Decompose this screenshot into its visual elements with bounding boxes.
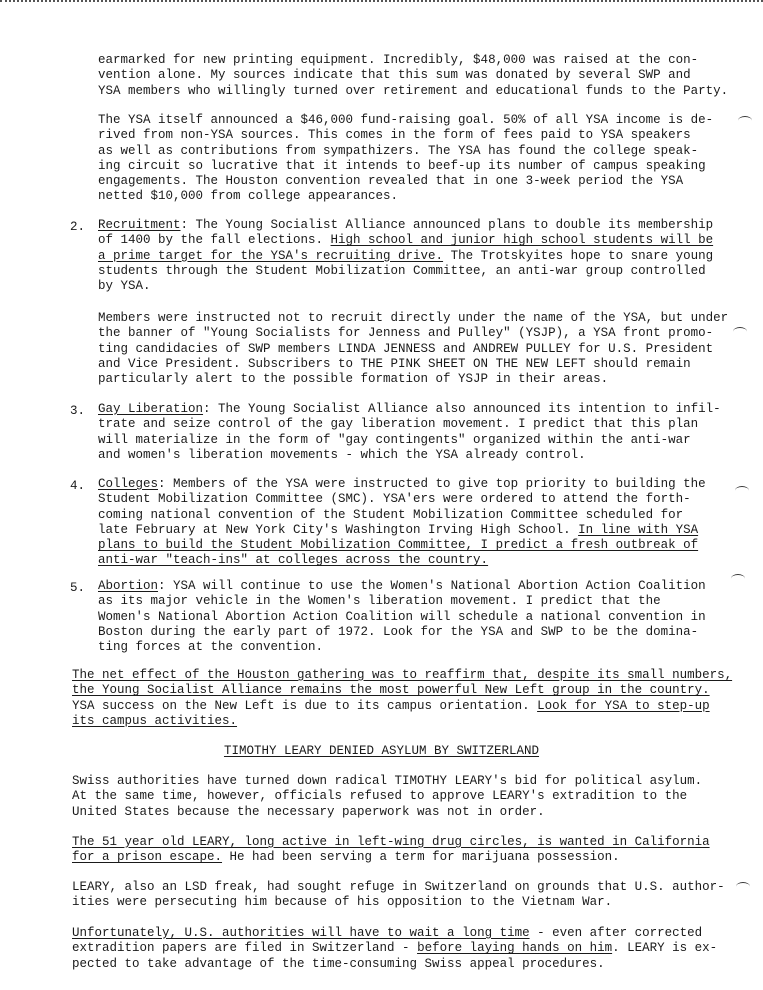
item-title: Gay Liberation: [98, 402, 204, 416]
text-line: Colleges: Members of the YSA were instructed to give top priority to building the: [98, 477, 706, 491]
item-number: 3.: [70, 404, 86, 418]
text-line: as well as contributions from sympathizers. The YSA has found the college speak-: [98, 143, 699, 158]
text-line: ing circuit so lucrative that it intends to beef-up its number of campus speaking: [98, 158, 706, 173]
text-line: [72, 683, 732, 698]
text-line: At the same time, however, officials refused to approve LEARY's extradition to the: [72, 789, 688, 804]
underlined-text: plans to build the Student Mobilization Committee, I predict a fresh outbreak of: [98, 538, 699, 553]
item-title: Colleges: [98, 477, 159, 491]
margin-mark: [738, 116, 752, 125]
text-line: YSA members who willingly turned over retirement and educational funds to the Party.: [98, 83, 729, 98]
text-line: a prime target for the YSA's recruiting drive. The Trotskyites hope to snare young: [98, 248, 714, 263]
text-line: Recruitment: The Young Socialist Alliance announced plans to double its membership: [98, 218, 714, 232]
underlined-text: anti-war "teach-ins" at colleges across the country.: [98, 553, 489, 568]
text-line: Unfortunately, U.S. authorities will have to wait a long time - even after corrected: [72, 926, 703, 940]
text-line: will materialize in the form of "gay contingents" organized within the anti-war: [98, 432, 691, 447]
text-line: [98, 553, 706, 568]
text-line: Swiss authorities have turned down radical TIMOTHY LEARY's bid for political asylum.: [72, 774, 703, 788]
item-colleges: [98, 477, 706, 569]
text-line: pected to take advantage of the time-consuming Swiss appeal procedures.: [72, 956, 605, 971]
text-line: [72, 714, 732, 729]
section-heading: [0, 744, 763, 759]
text-line: ting forces at the convention.: [98, 640, 324, 655]
text-line: for a prison escape. He had been serving a term for marijuana possession.: [72, 850, 620, 865]
text-line: rived from non-YSA sources. This comes in the form of fees paid to YSA speakers: [98, 128, 691, 143]
underlined-text: In line with YSA: [578, 522, 699, 537]
paragraph-leary-lsd: [72, 880, 725, 911]
item-gay-liberation: [98, 402, 721, 463]
underlined-text: The net effect of the Houston gathering was to reaffirm that, despite its small numbers,: [72, 668, 733, 682]
text-line: Abortion: YSA will continue to use the Women's National Abortion Action Coalition: [98, 579, 706, 593]
item-number: 5.: [70, 581, 86, 595]
text-line: LEARY, also an LSD freak, had sought refuge in Switzerland on grounds that U.S. author-: [72, 880, 725, 894]
text-line: Gay Liberation: The Young Socialist Alliance also announced its intention to infil-: [98, 402, 721, 416]
margin-mark: [736, 882, 750, 891]
text-line: The YSA itself announced a $46,000 fund-raising goal. 50% of all YSA income is de-: [98, 113, 714, 127]
underlined-text: Look for YSA to step-up: [537, 698, 710, 713]
text-line: [98, 538, 706, 553]
item-abortion: [98, 579, 706, 655]
text-line: engagements. The Houston convention revealed that in one 3-week period the YSA: [98, 174, 684, 189]
underlined-text: for a prison escape.: [72, 850, 223, 865]
text-line: extradition papers are filed in Switzerland - before laying hands on him. LEARY is ex-: [72, 941, 718, 956]
paragraph-members: [98, 311, 728, 387]
text-line: trate and seize control of the gay liberation movement. I predict that this plan: [98, 417, 699, 432]
text-line: netted $10,000 from college appearances.: [98, 189, 399, 204]
margin-mark: [733, 327, 747, 336]
paragraph-funding-2: [98, 113, 713, 205]
item-number: 4.: [70, 479, 86, 493]
underlined-text: its campus activities.: [72, 713, 238, 728]
text-line: Student Mobilization Committee (SMC). YSA'ers were ordered to attend the forth-: [98, 492, 691, 507]
underlined-text: The 51 year old LEARY, long active in left-wing drug circles, is wanted in California: [72, 835, 710, 849]
text-line: Members were instructed not to recruit directly under the name of the YSA, but under: [98, 311, 729, 325]
text-line: ting candidacies of SWP members LINDA JENNESS and ANDREW PULLEY for U.S. President: [98, 341, 714, 356]
text-line: coming national convention of the Student Mobilization Committee scheduled for: [98, 507, 684, 522]
underlined-text: Unfortunately, U.S. authorities will have to wait a long time: [72, 926, 530, 940]
paragraph-net-effect: [72, 668, 732, 729]
text-line: United States because the necessary paperwork was not in order.: [72, 804, 545, 819]
text-line: ities were persecuting him because of his opposition to the Vietnam War.: [72, 895, 613, 910]
text-line: late February at New York City's Washington Irving High School. In line with YSA: [98, 522, 699, 537]
text-line: by YSA.: [98, 279, 151, 294]
underlined-text: a prime target for the YSA's recruiting drive.: [98, 248, 444, 263]
text-line: Boston during the early part of 1972. Look for the YSA and SWP to be the domina-: [98, 624, 699, 639]
margin-mark: [731, 574, 745, 583]
text-line: earmarked for new printing equipment. Incredibly, $48,000 was raised at the con-: [98, 53, 699, 67]
underlined-text: the Young Socialist Alliance remains the most powerful New Left group in the country.: [72, 683, 710, 698]
text-line: Women's National Abortion Action Coalition will schedule a national convention in: [98, 609, 706, 624]
paragraph-unfortunately: [72, 926, 717, 972]
margin-mark: [735, 486, 749, 495]
page-top-edge: [0, 0, 763, 8]
text-line: [72, 835, 710, 850]
text-line: as its major vehicle in the Women's liberation movement. I predict that the: [98, 594, 661, 609]
text-line: vention alone. My sources indicate that this sum was donated by several SWP and: [98, 68, 691, 83]
paragraph-leary-age: [72, 835, 710, 866]
paragraph-funding-1: [98, 53, 728, 99]
item-title: Recruitment: [98, 218, 181, 232]
underlined-text: High school and junior high school students will be: [330, 233, 714, 248]
text-line: and women's liberation movements - which the YSA already control.: [98, 447, 586, 462]
item-title: Abortion: [98, 579, 159, 593]
item-recruitment: [98, 218, 713, 294]
section-heading-text: TIMOTHY LEARY DENIED ASYLUM BY SWITZERLAND: [223, 744, 540, 758]
text-line: [72, 668, 732, 683]
paragraph-swiss: [72, 774, 702, 820]
text-line: of 1400 by the fall elections. High school and junior high school students will be: [98, 233, 714, 248]
text-line: students through the Student Mobilization Committee, an anti-war group controlled: [98, 263, 706, 278]
text-line: YSA success on the New Left is due to its campus orientation. Look for YSA to step-up: [72, 698, 710, 713]
text-line: the banner of "Young Socialists for Jenness and Pulley" (YSJP), a YSA front promo-: [98, 326, 714, 341]
underlined-text: before laying hands on him: [417, 941, 613, 956]
text-line: particularly alert to the possible formation of YSJP in their areas.: [98, 372, 609, 387]
item-number: 2.: [70, 220, 86, 234]
text-line: and Vice President. Subscribers to THE PINK SHEET ON THE NEW LEFT should remain: [98, 356, 691, 371]
